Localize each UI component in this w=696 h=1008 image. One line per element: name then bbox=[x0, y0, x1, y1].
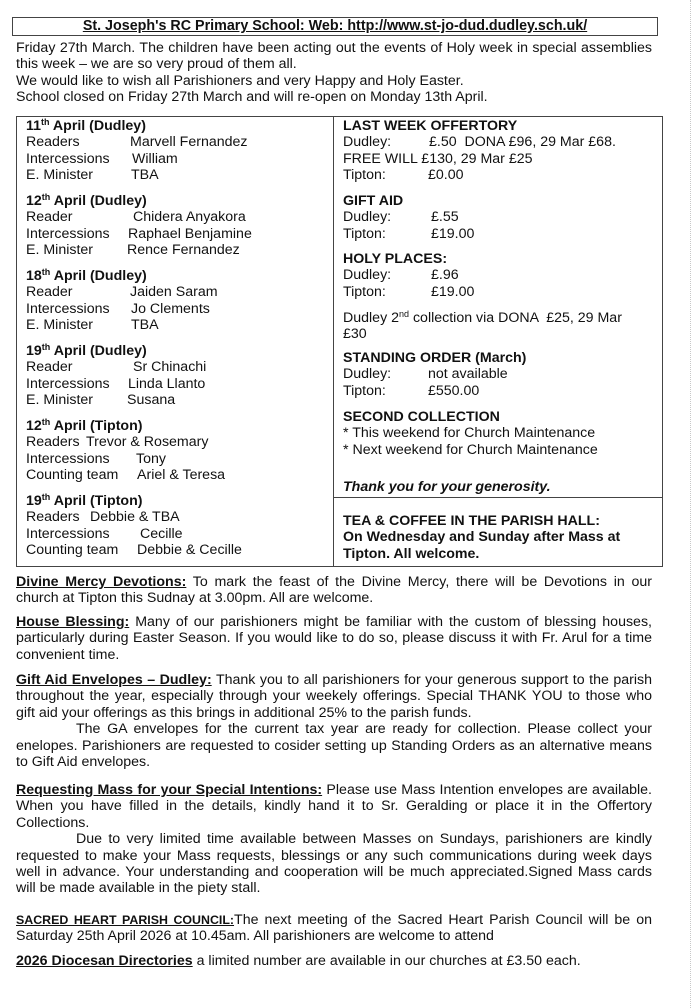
rota-row: Readers Trevor & Rosemary bbox=[26, 434, 209, 451]
divine-mercy-notice bbox=[16, 574, 652, 607]
standing-order-title: STANDING ORDER (March) bbox=[343, 350, 527, 366]
directories-notice bbox=[16, 953, 652, 969]
second-collection-item: * This weekend for Church Maintenance bbox=[343, 425, 596, 442]
rota-row: Reader Sr Chinachi bbox=[26, 359, 207, 376]
offertory-title: LAST WEEK OFFERTORY bbox=[343, 118, 518, 134]
ministry-rota bbox=[17, 117, 334, 566]
mass-request-notice bbox=[16, 782, 652, 897]
gift-aid-envelopes-notice bbox=[16, 672, 652, 770]
school-web-link[interactable]: St. Joseph's RC Primary School: Web: http://www.st-jo-dud.dudley.sch.uk/ bbox=[82, 18, 588, 34]
divider bbox=[334, 497, 662, 498]
rota-block bbox=[26, 418, 225, 484]
rota-date: 11th April (Dudley) bbox=[26, 117, 146, 134]
rota-block bbox=[26, 343, 206, 409]
finance-column bbox=[334, 117, 662, 566]
rota-row: Reader Chidera Anyakora bbox=[26, 209, 246, 226]
second-collection-item: * Next weekend for Church Maintenance bbox=[343, 441, 598, 458]
rota-row: Reader Jaiden Saram bbox=[26, 284, 218, 301]
gift-aid-dudley: Dudley: £.55 bbox=[343, 209, 459, 226]
school-web-banner bbox=[12, 17, 658, 36]
gift-aid-section bbox=[343, 193, 474, 242]
mass-request-heading: Requesting Mass for your Special Intentions: bbox=[16, 782, 323, 798]
parish-council-heading: SACRED HEART PARISH COUNCIL: bbox=[16, 913, 235, 927]
rota-row: Intercessions William bbox=[26, 150, 178, 167]
parish-council-notice bbox=[16, 912, 652, 945]
rota-block bbox=[26, 193, 252, 259]
second-collection-section bbox=[343, 409, 598, 458]
divine-mercy-heading: Divine Mercy Devotions: bbox=[16, 574, 187, 590]
standing-order-dudley: Dudley: not available bbox=[343, 366, 508, 383]
mass-request-body-2: Due to very limited time available between Masses on Sundays, parishioners are kindly requested to make your Mass requests, blessings or any such communications during week days well in advance. Your understanding and cooperation will be much appreciated.Signed Mass cards will be made available in the piety stall. bbox=[16, 831, 652, 897]
directories-heading: 2026 Diocesan Directories bbox=[16, 953, 193, 969]
offertory-freewill: FREE WILL £130, 29 Mar £25 bbox=[343, 150, 533, 167]
rota-row: Intercessions Linda Llanto bbox=[26, 375, 206, 392]
rota-row: Intercessions Jo Clements bbox=[26, 300, 210, 317]
intro-line: We would like to wish all Parishioners and very Happy and Holy Easter. bbox=[16, 72, 464, 89]
house-blessing-body: Many of our parishioners might be familiar with the custom of blessing houses, particularly during Easter Season. If you would like to do so, please discuss it with Fr. Arul for a time convenient time. bbox=[16, 614, 652, 663]
rota-date: 19th April (Dudley) bbox=[26, 342, 147, 359]
holy-places-title: HOLY PLACES: bbox=[343, 251, 448, 267]
intro-line: Friday 27th March. The children have been acting out the events of Holy week in special assemblies this week – we are so very proud of them all. bbox=[16, 40, 652, 73]
rota-row: Counting team Ariel & Teresa bbox=[26, 467, 226, 484]
rota-row: Readers Marvell Fernandez bbox=[26, 134, 248, 151]
thanks-note: Thank you for your generosity. bbox=[343, 479, 551, 495]
rota-row: E. Minister Susana bbox=[26, 392, 176, 409]
gift-aid-tipton: Tipton: £19.00 bbox=[343, 225, 475, 242]
rota-row: Intercessions Raphael Benjamine bbox=[26, 225, 252, 242]
gift-aid-title: GIFT AID bbox=[343, 193, 404, 209]
rota-block bbox=[26, 118, 248, 184]
rota-date: 19th April (Tipton) bbox=[26, 492, 143, 509]
rota-row: E. Minister TBA bbox=[26, 167, 159, 184]
rota-row: Readers Debbie & TBA bbox=[26, 509, 180, 526]
gift-aid-envelopes-body-2: The GA envelopes for the current tax year are ready for collection. Please collect your enelopes. Parishioners are requested to cosider setting up Standing Orders as an alternative means to Gift Aid envelopes. bbox=[16, 721, 652, 771]
directories-body: a limited number are available in our churches at £3.50 each. bbox=[192, 953, 581, 969]
tea-coffee-body: On Wednesday and Sunday after Mass at Tipton. All welcome. bbox=[343, 529, 621, 562]
offertory-section bbox=[343, 118, 616, 184]
house-blessing-heading: House Blessing: bbox=[16, 614, 130, 630]
standing-order-section bbox=[343, 350, 526, 399]
page-edge bbox=[690, 0, 692, 1008]
parish-council-body: The next meeting of the Sacred Heart Parish Council will be on Saturday 25th April 2026 at 10.45am. All parishioners are welcome to attend bbox=[16, 912, 652, 945]
holy-places-section bbox=[343, 251, 474, 300]
rota-date: 12th April (Tipton) bbox=[26, 417, 143, 434]
rota-block bbox=[26, 493, 242, 559]
rota-date: 18th April (Dudley) bbox=[26, 267, 147, 284]
rota-row: Intercessions Cecille bbox=[26, 525, 183, 542]
divine-mercy-body: To mark the feast of the Divine Mercy, there will be Devotions in our church at Tipton this Sudnay at 3.00pm. All are welcome. bbox=[16, 574, 652, 607]
intro-line: School closed on Friday 27th March and will re-open on Monday 13th April. bbox=[16, 89, 488, 106]
mass-request-body: Please use Mass Intention envelopes are available. When you have filled in the details, kindly hand it to Sr. Geralding or place it in the Offertory Collections. bbox=[16, 782, 652, 831]
holy-places-tipton: Tipton: £19.00 bbox=[343, 283, 475, 300]
school-intro bbox=[16, 40, 652, 106]
holy-places-dudley: Dudley: £.96 bbox=[343, 267, 459, 284]
second-collection-title: SECOND COLLECTION bbox=[343, 409, 500, 425]
rota-finance-table bbox=[16, 116, 663, 567]
rota-row: E. Minister TBA bbox=[26, 317, 159, 334]
rota-row: E. Minister Rence Fernandez bbox=[26, 242, 240, 259]
gift-aid-envelopes-body: Thank you to all parishioners for your generous support to the parish throughout the year, especially through your weekely offerings. Special THANK YOU to those who gift aid your offerings as this brings in additional 25% to the parish funds. bbox=[16, 672, 653, 721]
offertory-tipton: Tipton: £0.00 bbox=[343, 167, 464, 184]
tea-coffee-notice bbox=[343, 513, 655, 562]
rota-row: Intercessions Tony bbox=[26, 450, 166, 467]
house-blessing-notice bbox=[16, 614, 652, 663]
standing-order-tipton: Tipton: £550.00 bbox=[343, 382, 480, 399]
offertory-dudley: Dudley: £.50 DONA £96, 29 Mar £68. bbox=[343, 134, 616, 151]
tea-coffee-title: TEA & COFFEE IN THE PARISH HALL: bbox=[343, 513, 600, 529]
gift-aid-envelopes-heading: Gift Aid Envelopes – Dudley: bbox=[16, 672, 212, 688]
rota-date: 12th April (Dudley) bbox=[26, 192, 147, 209]
rota-block bbox=[26, 268, 218, 334]
second-dona-note: Dudley 2nd collection via DONA £25, 29 Mar £30 bbox=[343, 309, 626, 343]
rota-row: Counting team Debbie & Cecille bbox=[26, 542, 242, 559]
